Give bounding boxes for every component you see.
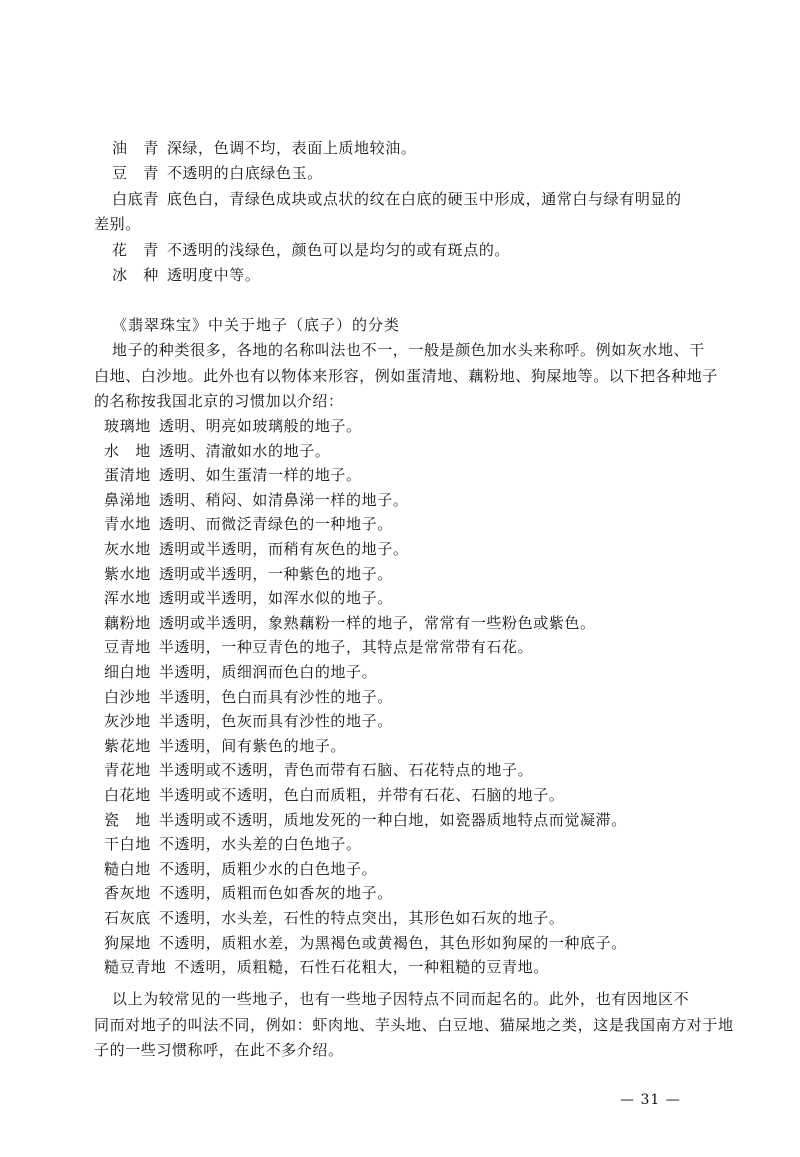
ground-type-name: 细白地 bbox=[104, 663, 151, 681]
ground-type-definition: 半透明，间有紫色的地子。 bbox=[158, 736, 347, 755]
ground-type-definition: 透明、而微泛青绿色的一种地子。 bbox=[158, 515, 393, 534]
ground-type-name: 白花地 bbox=[104, 786, 151, 804]
ground-type-definition: 不透明，质粗糙，石性石花粗大，一种粗糙的豆青地。 bbox=[174, 958, 549, 977]
term-definition: 不透明的白底绿色玉。 bbox=[166, 164, 323, 182]
ground-type-definition: 不透明，质粗少水的白色地子。 bbox=[158, 859, 378, 878]
ground-type-name: 紫水地 bbox=[104, 564, 151, 583]
ground-type-name: 紫花地 bbox=[104, 736, 151, 755]
ground-type-definition: 半透明，一种豆青色的地子，其特点是常常带有石花。 bbox=[158, 638, 534, 657]
ground-type-definition: 不透明，质粗而色如香灰的地子。 bbox=[158, 884, 393, 903]
ground-type-definition: 半透明，色灰而具有沙性的地子。 bbox=[158, 712, 393, 731]
ground-type-definition: 不透明，水头差的白色地子。 bbox=[158, 835, 362, 854]
ground-type-definition: 透明、如生蛋清一样的地子。 bbox=[158, 466, 362, 485]
ground-type-row bbox=[104, 637, 533, 657]
term-name: 冰 种 bbox=[112, 266, 159, 284]
ground-type-name: 蛋清地 bbox=[104, 466, 151, 485]
ground-type-name: 灰水地 bbox=[104, 540, 151, 558]
ground-type-definition: 半透明或不透明，青色而带有石脑、石花特点的地子。 bbox=[158, 761, 534, 780]
term-definition: 深绿，色调不均，表面上质地较油。 bbox=[166, 139, 417, 157]
ground-type-name: 石灰底 bbox=[104, 909, 151, 927]
ground-type-name: 糙白地 bbox=[104, 859, 151, 878]
ground-type-row bbox=[104, 490, 408, 510]
ground-type-row bbox=[104, 711, 393, 731]
ground-type-definition: 不透明，水头差，石性的特点突出，其形色如石灰的地子。 bbox=[158, 909, 565, 927]
term-row bbox=[112, 163, 323, 183]
closing-line: 以上为较常见的一些地子，也有一些地子因特点不同而起名的。此外，也有因地区不 bbox=[112, 990, 690, 1008]
ground-type-row bbox=[104, 957, 549, 977]
ground-type-name: 豆青地 bbox=[104, 638, 151, 657]
ground-type-name: 藕粉地 bbox=[104, 613, 151, 632]
term-row bbox=[112, 138, 416, 158]
closing-line: 同而对地子的叫法不同，例如：虾肉地、芋头地、白豆地、猫屎地之类，这是我国南方对于地 bbox=[94, 1016, 734, 1034]
ground-type-definition: 透明或半透明，而稍有灰色的地子。 bbox=[158, 540, 409, 558]
ground-type-row bbox=[104, 785, 564, 805]
term-definition: 底色白，青绿色成块或点状的纹在白底的硬玉中形成，通常白与绿有明显的 bbox=[166, 190, 682, 208]
ground-type-name: 玻璃地 bbox=[104, 417, 151, 435]
ground-type-row bbox=[104, 662, 377, 682]
term-name: 花 青 bbox=[112, 241, 159, 259]
section-heading: 《翡翠珠宝》中关于地子（底子）的分类 bbox=[112, 316, 401, 334]
ground-type-row bbox=[104, 834, 362, 854]
ground-type-row bbox=[104, 859, 377, 879]
ground-type-definition: 透明或半透明，一种紫色的地子。 bbox=[158, 564, 393, 583]
ground-type-row bbox=[104, 613, 596, 633]
term-definition: 差别。 bbox=[94, 215, 141, 233]
ground-type-definition: 半透明或不透明，质地发死的一种白地，如瓷器质地特点而觉凝滞。 bbox=[158, 810, 627, 829]
term-name: 豆 青 bbox=[112, 164, 159, 182]
ground-type-name: 青水地 bbox=[104, 515, 151, 534]
ground-type-name: 灰沙地 bbox=[104, 712, 151, 731]
term-row bbox=[112, 265, 260, 285]
ground-type-definition: 透明、明亮如玻璃般的地子。 bbox=[158, 417, 362, 435]
term-row-continuation bbox=[94, 214, 141, 234]
term-row bbox=[112, 240, 510, 260]
ground-type-row bbox=[104, 441, 330, 461]
ground-type-row bbox=[104, 539, 408, 559]
ground-type-row bbox=[104, 514, 393, 534]
term-definition: 透明度中等。 bbox=[166, 266, 261, 284]
ground-type-definition: 半透明或不透明，色白而质粗，并带有石花、石脑的地子。 bbox=[158, 786, 565, 804]
ground-type-name: 青花地 bbox=[104, 761, 151, 780]
ground-type-definition: 半透明，质细润而色白的地子。 bbox=[158, 663, 378, 681]
ground-type-row bbox=[104, 933, 627, 953]
ground-type-definition: 透明或半透明，象熟藕粉一样的地子，常常有一些粉色或紫色。 bbox=[158, 613, 596, 632]
ground-type-row bbox=[104, 416, 362, 436]
ground-type-name: 狗屎地 bbox=[104, 933, 151, 952]
page-number: — 31 — bbox=[620, 1092, 681, 1108]
ground-type-row bbox=[104, 687, 393, 707]
ground-type-name: 白沙地 bbox=[104, 687, 151, 706]
ground-type-definition: 半透明，色白而具有沙性的地子。 bbox=[158, 687, 393, 706]
ground-type-name: 糙豆青地 bbox=[104, 958, 167, 977]
ground-type-row bbox=[104, 588, 393, 608]
ground-type-row bbox=[104, 760, 533, 780]
ground-type-row bbox=[104, 883, 393, 903]
closing-line: 子的一些习惯称呼，在此不多介绍。 bbox=[94, 1041, 344, 1059]
ground-type-name: 浑水地 bbox=[104, 589, 151, 608]
ground-type-name: 干白地 bbox=[104, 835, 151, 854]
ground-type-row bbox=[104, 736, 346, 756]
intro-line: 地子的种类很多，各地的名称叫法也不一，一般是颜色加水头来称呼。例如灰水地、干 bbox=[112, 341, 705, 359]
term-name: 油 青 bbox=[112, 139, 159, 157]
ground-type-name: 香灰地 bbox=[104, 884, 151, 903]
ground-type-definition: 透明、清澈如水的地子。 bbox=[158, 441, 331, 460]
term-definition: 不透明的浅绿色，颜色可以是均匀的或有斑点的。 bbox=[166, 241, 511, 259]
ground-type-row bbox=[104, 810, 627, 830]
intro-line: 的名称按我国北京的习惯加以介绍： bbox=[94, 392, 344, 410]
ground-type-row bbox=[104, 908, 564, 928]
ground-type-definition: 不透明，质粗水差，为黑褐色或黄褐色，其色形如狗屎的一种底子。 bbox=[158, 933, 627, 952]
ground-type-name: 瓷 地 bbox=[104, 810, 151, 829]
intro-line: 白地、白沙地。此外也有以物体来形容，例如蛋清地、藕粉地、狗屎地等。以下把各种地子 bbox=[94, 367, 719, 385]
term-name: 白底青 bbox=[112, 190, 159, 208]
ground-type-row bbox=[104, 564, 393, 584]
ground-type-definition: 透明、稍闷、如清鼻涕一样的地子。 bbox=[158, 490, 409, 509]
term-row bbox=[112, 189, 682, 209]
ground-type-row bbox=[104, 465, 362, 485]
ground-type-name: 水 地 bbox=[104, 441, 151, 460]
ground-type-name: 鼻涕地 bbox=[104, 490, 151, 509]
ground-type-definition: 透明或半透明，如浑水似的地子。 bbox=[158, 589, 393, 608]
